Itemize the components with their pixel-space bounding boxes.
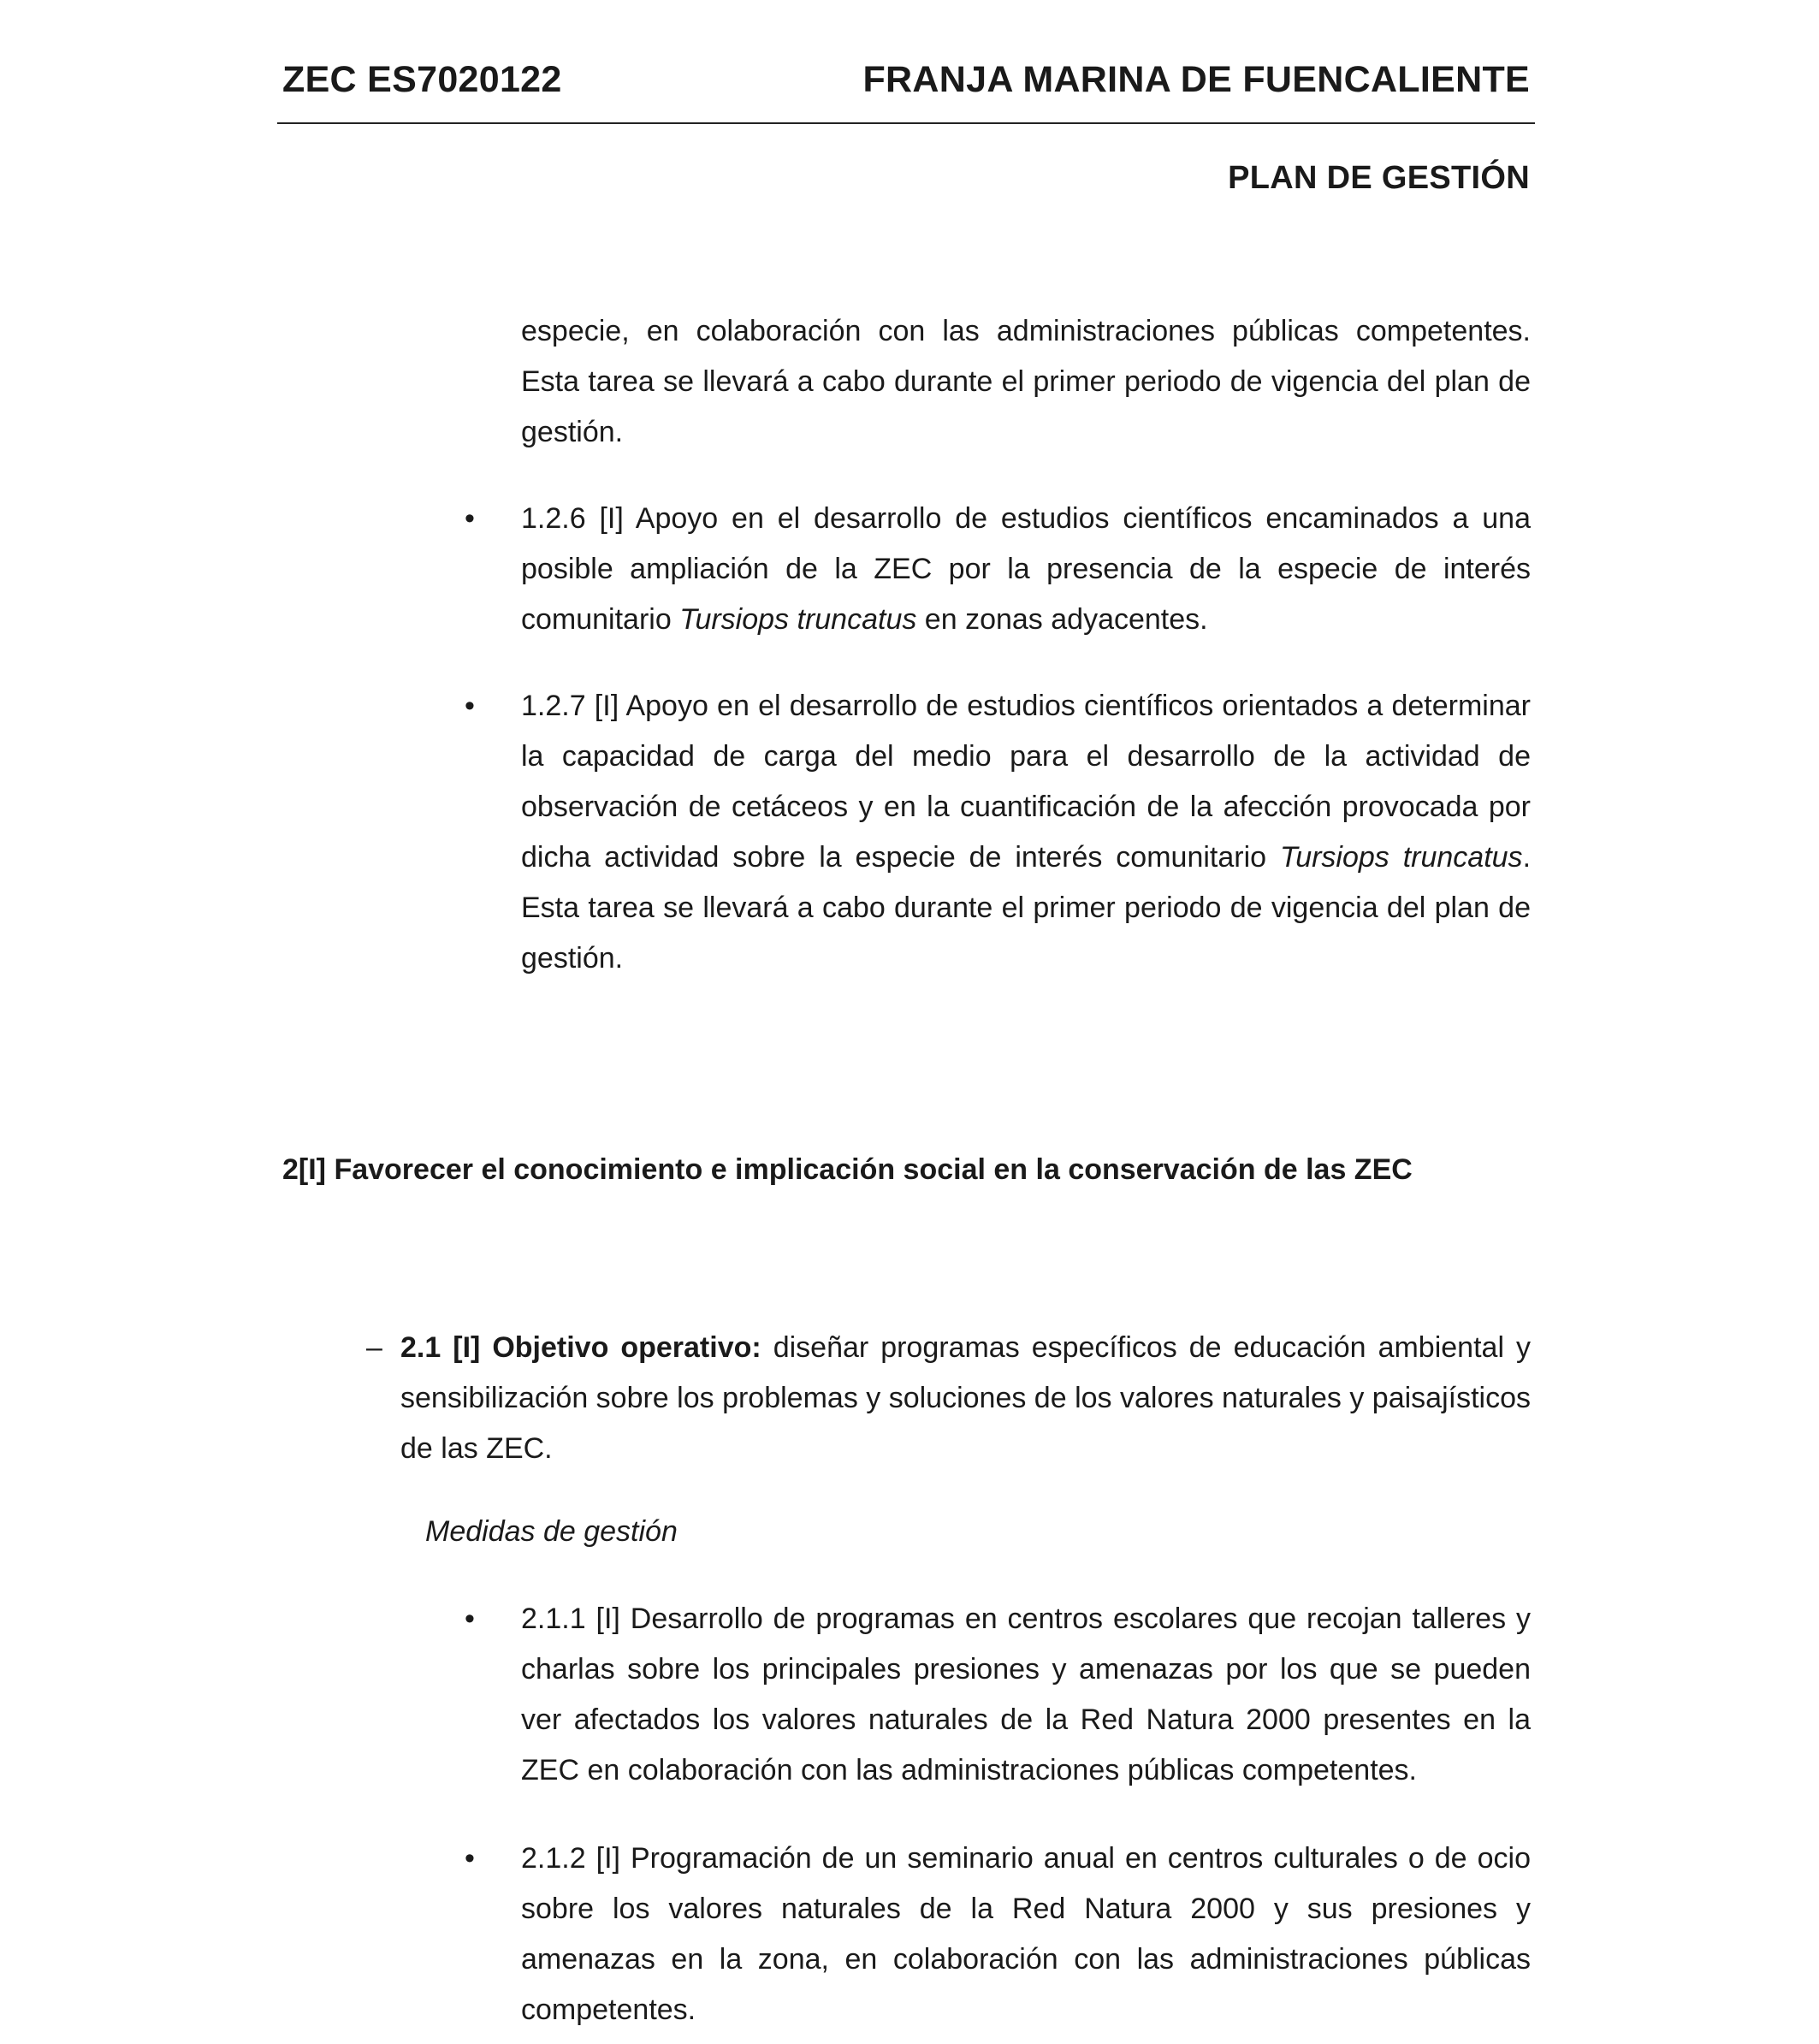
species-name: Tursiops truncatus <box>1279 841 1523 874</box>
header-document-title: PLAN DE GESTIÓN <box>1228 160 1530 196</box>
objective-label: 2.1 [I] Objetivo operativo: <box>400 1331 761 1364</box>
measures-heading: Medidas de gestión <box>425 1515 678 1548</box>
header-site-name: FRANJA MARINA DE FUENCALIENTE <box>862 59 1530 100</box>
objective-text: diseñar programas específicos de educación ambiental y sensibilización sobre los problemas y soluciones de los valores naturales y paisajísticos de las ZEC. <box>400 1331 1531 1465</box>
continuation-paragraph: especie, en colaboración con las administraciones públicas competentes. Esta tarea se llevará a cabo durante el primer periodo de vigencia del plan de gestión. <box>521 315 1531 448</box>
section-heading: 2[I] Favorecer el conocimiento e implicación social en la conservación de las ZEC <box>282 1153 1413 1186</box>
dash-marker: – <box>366 1331 382 1364</box>
measure-2-1-1: 2.1.1 [I] Desarrollo de programas en centros escolares que recojan talleres y charlas sobre los principales presiones y amenazas por los que se pueden ver afectados los valores naturales de la Red Natura 2000 presentes en la ZEC en colaboración con las administraciones públicas competentes. <box>521 1603 1531 1786</box>
species-name: Tursiops truncatus <box>679 603 917 636</box>
header-site-code: ZEC ES7020122 <box>282 59 562 100</box>
header-divider <box>277 122 1535 124</box>
measure-1-2-6 <box>521 494 1531 645</box>
bullet-icon: • <box>465 502 475 535</box>
operational-objective <box>400 1323 1531 1474</box>
bullet-icon: • <box>465 690 475 722</box>
measure-text: 1.2.7 [I] Apoyo en el desarrollo de estudios científicos orientados a determinar la capacidad de carga del medio para el desarrollo de la actividad de observación de cetáceos y en la cuantificación de la afección provocada por dicha actividad sobre la especie de interés comunitario <box>521 690 1531 874</box>
bullet-icon: • <box>465 1603 475 1635</box>
measure-text: 1.2.6 [I] Apoyo en el desarrollo de estudios científicos encaminados a una posible ampliación de la ZEC por la presencia de la especie de interés comunitario <box>521 502 1531 636</box>
bullet-icon: • <box>465 1842 475 1875</box>
measure-2-1-2: 2.1.2 [I] Programación de un seminario anual en centros culturales o de ocio sobre los valores naturales de la Red Natura 2000 y sus presiones y amenazas en la zona, en colaboración con las administraciones públicas competentes. <box>521 1842 1531 2026</box>
measure-1-2-7 <box>521 681 1531 984</box>
measure-text: . Esta tarea se llevará a cabo durante el primer periodo de vigencia del plan de gestión. <box>521 841 1532 975</box>
measure-text: en zonas adyacentes. <box>916 603 1208 636</box>
